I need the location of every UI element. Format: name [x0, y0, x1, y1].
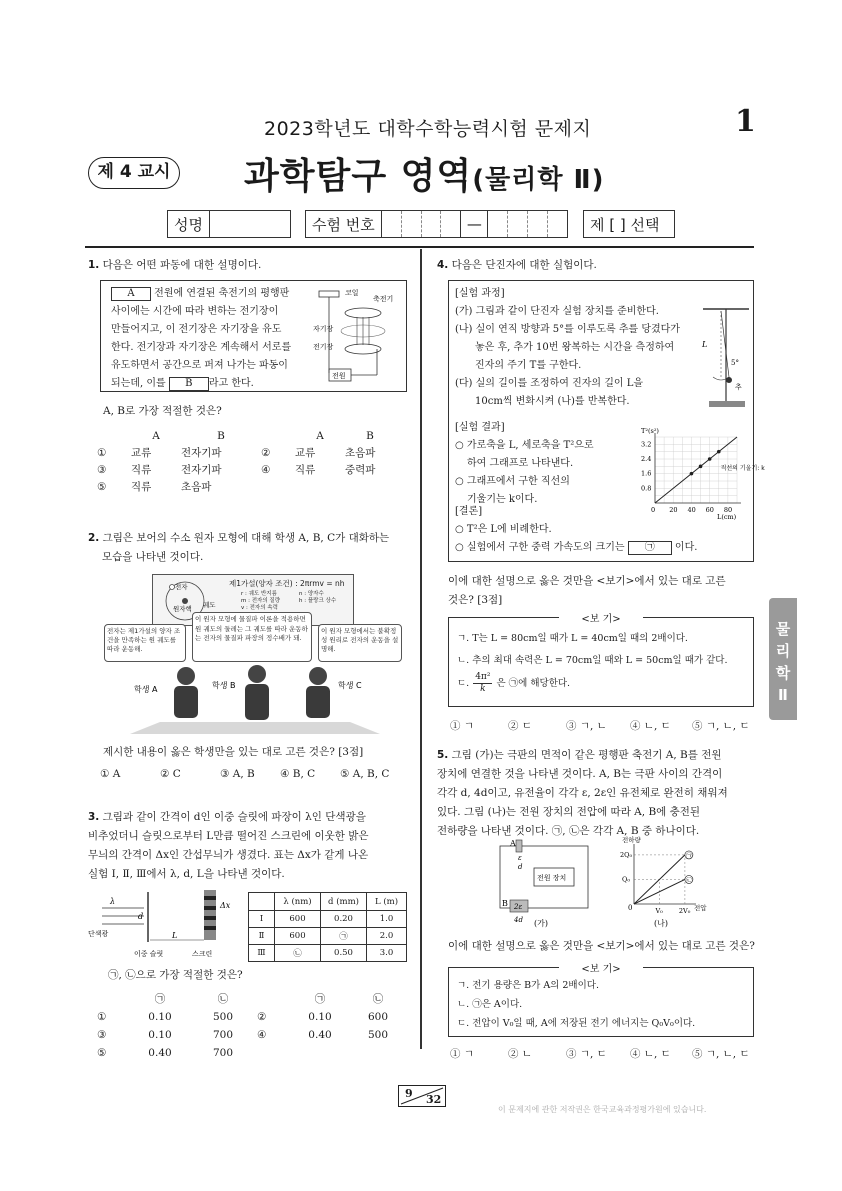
option-number[interactable]: ② — [257, 1011, 267, 1023]
q1-stem — [88, 256, 261, 275]
label-power-supply: 전원 장치 — [537, 874, 567, 882]
table-shape — [130, 722, 380, 734]
option-b[interactable]: 500 — [212, 1011, 234, 1023]
q1-col-b: B — [217, 430, 225, 442]
side-tab-char: Ⅱ — [778, 686, 788, 704]
q5-bogi-box — [448, 964, 754, 1037]
q4-result-line: ○ 그래프에서 구한 직선의 — [455, 476, 570, 487]
q2-option[interactable]: ④ B, C — [280, 768, 316, 780]
fig-label-capacitor: 축전기 — [373, 295, 394, 303]
option-number[interactable]: ② — [261, 447, 271, 459]
name-field[interactable] — [167, 210, 291, 238]
q4-options — [450, 717, 754, 736]
option-number[interactable]: ④ — [261, 464, 271, 476]
subject-side-tab — [769, 598, 797, 720]
bogi-item: ㄴ. ㉠은 A이다. — [457, 999, 523, 1010]
q5-stem-line: 각각 d, 4d이고, 유전율이 각각 ε, 2ε인 유전체로 완전히 채워져 — [437, 787, 728, 799]
subject-title — [244, 148, 605, 199]
q5-series-label: ㉡ — [685, 876, 693, 885]
q3-stem-line: 그림과 같이 간격이 d인 이중 슬릿에 파장이 λ인 단색광을 — [102, 811, 366, 823]
q5-stem-line: 그림 (가)는 극판의 면적이 같은 평행판 축전기 A, B를 전원 — [451, 749, 722, 761]
q4-proc-line: 진자의 주기 T를 구한다. — [475, 360, 582, 371]
student-b-body — [245, 684, 269, 720]
table-header: L (m) — [367, 893, 407, 911]
chart-ylabel: T²(s²) — [641, 427, 659, 435]
q1-box-line: 유도하면서 공간으로 퍼져 나가는 파동이 — [111, 360, 288, 371]
q4-pendulum-figure — [699, 303, 753, 415]
q4-procedure — [455, 285, 699, 411]
table-cell: 0.50 — [321, 945, 367, 962]
side-tab-char: 물 — [775, 620, 791, 638]
q4-results — [455, 419, 635, 509]
q4-concl-text: ○ 실험에서 구한 중력 가속도의 크기는 — [455, 542, 625, 553]
option-b[interactable]: 초음파 — [181, 481, 212, 493]
q5-option[interactable]: ⑤ ㄱ, ㄴ, ㄷ — [692, 1048, 750, 1060]
q2-figure — [100, 572, 405, 734]
q5-x-tick: 2V₀ — [678, 907, 691, 915]
q4-stem — [437, 256, 597, 275]
chart-y-tick: 2.4 — [641, 455, 652, 463]
slit-label: 이중 슬릿 — [134, 950, 164, 958]
q3-col-a: ㉠ — [154, 993, 166, 1005]
name-label: 성명 — [168, 211, 210, 237]
q4-option[interactable]: ① ㄱ — [450, 720, 474, 732]
chart-xlabel: L(cm) — [717, 513, 737, 521]
q2-options — [100, 765, 406, 784]
screen-label: 스크린 — [192, 950, 213, 958]
q1-col-a: A — [316, 430, 324, 442]
q3-stem — [88, 808, 413, 884]
bogi-item — [457, 672, 753, 695]
q4-concl-title: [결론] — [455, 506, 483, 517]
q4-option[interactable]: ② ㄷ — [508, 720, 532, 732]
student-b-label: 학생 B — [212, 681, 236, 690]
chart-y-tick: 0.8 — [641, 484, 652, 493]
q4-box — [448, 280, 765, 562]
q4-proc-title: [실험 과정] — [455, 288, 505, 299]
column-divider — [420, 249, 422, 1049]
q5-stem — [437, 746, 757, 841]
q2-question: 제시한 내용이 옳은 학생만을 있는 대로 고른 것은? [3점] — [103, 746, 364, 758]
coil-shape — [319, 291, 339, 297]
table-cell: Ⅰ — [249, 911, 275, 928]
table-cell: 600 — [275, 928, 321, 945]
table-cell: 3.0 — [367, 945, 407, 962]
fig-label-electric: 전기장 — [313, 343, 334, 351]
option-number[interactable]: ① — [97, 1011, 107, 1023]
speech-bubble-c: 이 원자 모형에서는 불확정성 원리로 전자의 운동을 설명해. — [318, 624, 402, 662]
q5-bogi-items — [457, 976, 753, 1033]
q2-stem — [88, 529, 413, 567]
table-cell: 600 — [275, 911, 321, 928]
table-cell: 0.20 — [321, 911, 367, 928]
chart-data-point — [699, 465, 703, 469]
bogi-item: ㄴ. 추의 최대 속력은 L = 70cm일 때와 L = 50cm일 때가 같다. — [457, 655, 728, 666]
lambda-label: λ — [110, 897, 116, 906]
q2-option[interactable]: ② C — [160, 768, 181, 780]
q3-options — [97, 990, 417, 1062]
hyp-var: n : 양자수 — [299, 591, 324, 597]
subject-main: 과학탐구 영역 — [244, 156, 473, 197]
q1-col-a: A — [152, 430, 160, 442]
fig-label-power: 전원 — [332, 372, 346, 380]
caption-a: (가) — [534, 919, 548, 928]
option-number[interactable]: ⑤ — [97, 481, 107, 493]
q4-number: 4. — [437, 259, 449, 271]
light-label: 단색광 — [88, 930, 109, 938]
bogi-c-prefix: ㄷ. — [457, 677, 470, 689]
q4-result-line: ○ 가로축을 L, 세로축을 T²으로 — [455, 440, 594, 451]
q3-col-a: ㉠ — [314, 993, 326, 1005]
q3-question: ㉠, ㉡으로 가장 적절한 것은? — [108, 969, 243, 981]
exam-number-label: 수험 번호 — [306, 211, 382, 237]
q4-result-line: 기울기는 k이다. — [467, 494, 538, 505]
student-a-head — [177, 667, 195, 685]
option-a[interactable]: 교류 — [131, 447, 152, 459]
capacitor-top-plate — [345, 308, 381, 318]
q1-box — [100, 280, 407, 392]
chart-x-tick: 60 — [705, 506, 714, 514]
student-c-head — [309, 667, 327, 685]
pendulum-angle-label: 5° — [731, 359, 739, 367]
label-2eps: 2ε — [514, 903, 523, 911]
q2-option[interactable]: ③ A, B — [220, 768, 255, 780]
option-a[interactable]: 0.40 — [148, 1047, 172, 1059]
subject-sub: (물리학 Ⅱ) — [472, 165, 605, 195]
q1-box-line: 사이에는 시간에 따라 변하는 전기장이 — [111, 306, 279, 317]
table-cell: 2.0 — [367, 928, 407, 945]
side-tab-char: 리 — [775, 642, 791, 660]
option-b[interactable]: 초음파 — [345, 447, 376, 459]
orbit-label: 궤도 — [203, 601, 216, 609]
footer-page-total: 32 — [426, 1093, 442, 1106]
header-rule — [85, 246, 754, 248]
q4-concl-line — [455, 539, 745, 557]
hyp-var: m : 전자의 질량 — [241, 598, 281, 604]
q5-y-tick: Q₀ — [622, 875, 630, 884]
q5-option[interactable]: ② ㄴ — [508, 1048, 532, 1060]
bogi-c-denominator: k — [480, 684, 486, 694]
option-number[interactable]: ① — [97, 447, 107, 459]
q1-box-line: A 전원에 연결된 축전기의 평행판 — [111, 285, 311, 303]
speech-bubble-b: 이 원자 모형에 물질파 이론을 적용하면 원 궤도의 둘레는 그 궤도를 따라 운동하는 전자의 물질파 파장의 정수배가 돼. — [192, 612, 312, 662]
q2-stem-line: 그림은 보어의 수소 원자 모형에 대해 학생 A, B, C가 대화하는 — [102, 532, 390, 544]
hypothesis-title: 제1가설(양자 조건) : 2πrmv = nh — [229, 579, 345, 588]
option-b[interactable]: 700 — [212, 1047, 234, 1059]
choice-field[interactable]: 제 [ ] 선택 — [583, 210, 675, 238]
hypothesis-vars-right — [299, 591, 336, 605]
exam-number-field[interactable] — [305, 210, 568, 238]
table-cell: Ⅲ — [249, 945, 275, 962]
q5-chart-ylabel: 전하량 — [622, 836, 641, 844]
page-number: 1 — [735, 104, 756, 139]
q3-col-b: ㉡ — [372, 993, 384, 1005]
q5-stem-line: 장치에 연결한 것을 나타낸 것이다. A, B는 극판 사이의 간격이 — [437, 768, 723, 780]
q4-proc-line: (나) 실이 연직 방향과 5°를 이루도록 추를 당겼다가 — [455, 324, 680, 335]
q4-bogi-items — [457, 628, 753, 695]
q5-chart — [618, 834, 718, 930]
option-a[interactable]: 직류 — [295, 464, 316, 476]
option-a[interactable]: 직류 — [131, 464, 152, 476]
hyp-var: r : 궤도 반지름 — [241, 591, 277, 597]
q2-option[interactable]: ⑤ A, B, C — [340, 768, 390, 780]
option-number[interactable]: ③ — [97, 1029, 107, 1041]
pendulum-L-label: L — [702, 340, 708, 349]
bogi-item: ㄷ. 전압이 V₀일 때, A에 저장된 전기 에너지는 Q₀V₀이다. — [457, 1018, 696, 1029]
electron-label: 전자 — [175, 583, 188, 591]
hyp-var: h : 플랑크 상수 — [299, 598, 337, 604]
q4-concl-blank: ㉠ — [628, 541, 672, 555]
L-label: L — [172, 931, 178, 940]
option-number[interactable]: ④ — [257, 1029, 267, 1041]
q4-bogi-box — [448, 614, 754, 707]
pendulum-base — [709, 401, 745, 407]
chart-data-point — [708, 457, 712, 461]
bogi-c-numerator: 4π² — [475, 672, 491, 682]
q5-options — [450, 1045, 754, 1064]
q4-conclusion — [455, 503, 745, 557]
q4-result-title: [실험 결과] — [455, 422, 505, 433]
label-eps: ε — [518, 854, 522, 862]
q1-capacitor-figure — [313, 287, 401, 385]
table-row — [249, 928, 407, 945]
q4-bogi-title: <보 기> — [559, 610, 643, 625]
table-cell: Ⅱ — [249, 928, 275, 945]
q5-chart-xlabel: 전압 — [694, 904, 707, 912]
q2-number: 2. — [88, 532, 100, 544]
nucleus-dot — [182, 598, 188, 604]
q3-number: 3. — [88, 811, 100, 823]
q1-question: A, B로 가장 적절한 것은? — [103, 405, 222, 417]
fig-label-coil: 코일 — [345, 289, 359, 297]
student-a-body — [174, 686, 198, 718]
bogi-item: ㄱ. 전기 용량은 B가 A의 2배이다. — [457, 980, 599, 991]
side-tab-char: 학 — [775, 664, 791, 682]
q1-number: 1. — [88, 259, 100, 271]
chart-data-point — [690, 472, 694, 476]
table-cell: ㉠ — [321, 928, 367, 945]
q3-table — [248, 892, 407, 962]
q5-circuit-figure — [484, 836, 604, 928]
q4-option[interactable]: ③ ㄱ, ㄴ — [566, 720, 607, 732]
exam-title: 2023학년도 대학수학능력시험 문제지 — [264, 118, 592, 140]
table-header: d (mm) — [321, 893, 367, 911]
pendulum-weight-label: 추 — [735, 383, 742, 391]
q5-number: 5. — [437, 749, 449, 761]
q1-blank-b: B — [169, 377, 209, 391]
q1-box-line: 만들어지고, 이 전기장은 자기장을 유도 — [111, 324, 282, 335]
speech-bubble-a: 전자는 제1가설의 양자 조건을 만족하는 원 궤도를 따라 운동해. — [104, 624, 186, 662]
label-d: d — [518, 863, 523, 871]
chart-y-tick: 1.6 — [641, 469, 652, 478]
label-B: B — [502, 899, 508, 908]
q4-proc-line: 놓은 후, 추가 10번 왕복하는 시간을 측정하여 — [475, 342, 675, 353]
students-illustration — [100, 662, 405, 734]
bogi-item: ㄱ. T는 L = 80cm일 때가 L = 40cm일 때의 2배이다. — [457, 633, 688, 644]
dx-label: Δx — [220, 901, 231, 910]
d-label: d — [138, 912, 144, 921]
q4-option[interactable]: ④ ㄴ, ㄷ — [630, 720, 671, 732]
footer-page-box — [398, 1085, 446, 1107]
q4-concl-end: 이다. — [674, 542, 698, 553]
option-b[interactable]: 전자기파 — [181, 464, 222, 476]
q5-option[interactable]: ③ ㄱ, ㄷ — [566, 1048, 607, 1060]
pendulum-string — [721, 311, 729, 377]
fig-label-magnetic: 자기장 — [313, 325, 334, 333]
q1-box-line: 한다. 전기장과 자기장은 계속해서 서로를 — [111, 342, 292, 353]
q1-box-line: 되는데, 이를 B 라고 한다. — [111, 377, 254, 389]
chart-annotation: 직선의 기울기: k — [720, 465, 765, 472]
q3-col-b: ㉡ — [217, 993, 229, 1005]
option-b[interactable]: 전자기파 — [181, 447, 222, 459]
option-a[interactable]: 0.40 — [308, 1029, 332, 1041]
q5-option[interactable]: ① ㄱ — [450, 1048, 474, 1060]
option-b[interactable]: 중력파 — [345, 464, 376, 476]
option-a[interactable]: 0.10 — [148, 1011, 172, 1023]
q2-option[interactable]: ① A — [100, 768, 121, 780]
table-row — [249, 911, 407, 928]
q4-proc-line: (다) 실의 길이를 조정하여 진자의 길이 L을 — [455, 378, 644, 389]
period-badge: 제 4 교시 — [88, 157, 180, 189]
q4-question — [448, 572, 758, 610]
q4-option[interactable]: ⑤ ㄱ, ㄴ, ㄷ — [692, 720, 750, 732]
q4-concl-line: ○ T²은 L에 비례한다. — [455, 524, 552, 535]
chart-x-tick: 0 — [651, 506, 656, 514]
table-cell: 1.0 — [367, 911, 407, 928]
table-row — [249, 945, 407, 962]
table-cell: ㉡ — [275, 945, 321, 962]
q1-blank-a: A — [111, 287, 151, 301]
q3-stem-line: 비추었더니 슬릿으로부터 L만큼 떨어진 스크린에 이웃한 밝은 — [88, 830, 369, 842]
footer-copyright: 이 문제지에 관한 저작권은 한국교육과정평가원에 있습니다. — [498, 1105, 707, 1114]
option-a[interactable]: 직류 — [131, 481, 152, 493]
hyp-var: v : 전자의 속력 — [241, 605, 278, 611]
option-a[interactable]: 0.10 — [308, 1011, 332, 1023]
label-4d: 4d — [514, 916, 523, 924]
q5-question: 이에 대한 설명으로 옳은 것만을 <보기>에서 있는 대로 고른 것은? — [448, 940, 755, 952]
exam-number-dash: — — [466, 215, 482, 233]
q3-stem-line: 실험 Ⅰ, Ⅱ, Ⅲ에서 λ, d, L을 나타낸 것이다. — [88, 868, 285, 880]
q2-stem-line: 모습을 나타낸 것이다. — [102, 551, 204, 563]
student-a-label: 학생 A — [134, 685, 158, 694]
chart-x-tick: 80 — [723, 506, 733, 514]
q4-question-line: 이에 대한 설명으로 옳은 것만을 <보기>에서 있는 대로 고른 — [448, 575, 726, 587]
q4-proc-line: 10cm씩 변화시켜 (나)를 반복한다. — [475, 396, 630, 407]
hypothesis-vars-left — [241, 591, 280, 612]
electron-dot — [170, 585, 175, 590]
q3-double-slit-figure — [88, 888, 246, 960]
chart-data-point — [717, 450, 721, 454]
option-b[interactable]: 600 — [367, 1011, 389, 1023]
bogi-c-suffix: 은 ㉠에 해당한다. — [496, 677, 571, 689]
label-A: A — [510, 839, 516, 848]
q3-stem-line: 무늬의 간격이 Δx인 간섭무늬가 생겼다. 표는 Δx가 같게 나온 — [88, 849, 369, 861]
q5-chart-origin: 0 — [628, 904, 633, 912]
pendulum-weight — [726, 377, 732, 383]
q5-option[interactable]: ④ ㄴ, ㄷ — [630, 1048, 671, 1060]
capacitor-a — [516, 840, 522, 852]
student-c-label: 학생 C — [338, 681, 362, 690]
capacitor-bottom-plate — [345, 344, 381, 354]
student-c-body — [306, 686, 330, 718]
nucleus-label: 원자핵 — [173, 605, 192, 613]
q1-stem-text: 다음은 어떤 파동에 대한 설명이다. — [102, 259, 262, 271]
chart-y-tick: 3.2 — [641, 440, 652, 449]
q5-series-label: ㉠ — [685, 851, 693, 860]
chart-x-tick: 20 — [669, 506, 678, 514]
chart-x-tick: 40 — [687, 506, 696, 514]
q5-bogi-title: <보 기> — [559, 960, 643, 975]
student-b-head — [248, 665, 266, 683]
option-number[interactable]: ③ — [97, 464, 107, 476]
q5-stem-line: 전하량을 나타낸 것이다. ㉠, ㉡은 각각 A, B 중 하나이다. — [437, 825, 700, 837]
option-b[interactable]: 700 — [212, 1029, 234, 1041]
q4-result-line: 하여 그래프로 나타낸다. — [467, 458, 574, 469]
option-b[interactable]: 500 — [367, 1029, 389, 1041]
option-a[interactable]: 교류 — [295, 447, 316, 459]
footer-page-current: 9 — [405, 1087, 413, 1100]
q5-stem-line: 있다. 그림 (나)는 전원 장치의 전압에 따라 A, B에 충전된 — [437, 806, 701, 818]
q1-options — [97, 428, 417, 496]
q5-x-tick: V₀ — [655, 907, 663, 915]
table-header: λ (nm) — [275, 893, 321, 911]
q4-proc-line: (가) 그림과 같이 단진자 실험 장치를 준비한다. — [455, 306, 659, 317]
q1-col-b: B — [366, 430, 374, 442]
option-a[interactable]: 0.10 — [148, 1029, 172, 1041]
option-number[interactable]: ⑤ — [97, 1047, 107, 1059]
q4-stem-text: 다음은 단진자에 대한 실험이다. — [451, 259, 597, 271]
q5-series-line — [634, 855, 685, 904]
q5-y-tick: 2Q₀ — [620, 850, 633, 859]
caption-b: (나) — [654, 919, 668, 928]
table-header — [249, 893, 275, 911]
q4-question-line: 것은? [3점] — [448, 594, 503, 606]
